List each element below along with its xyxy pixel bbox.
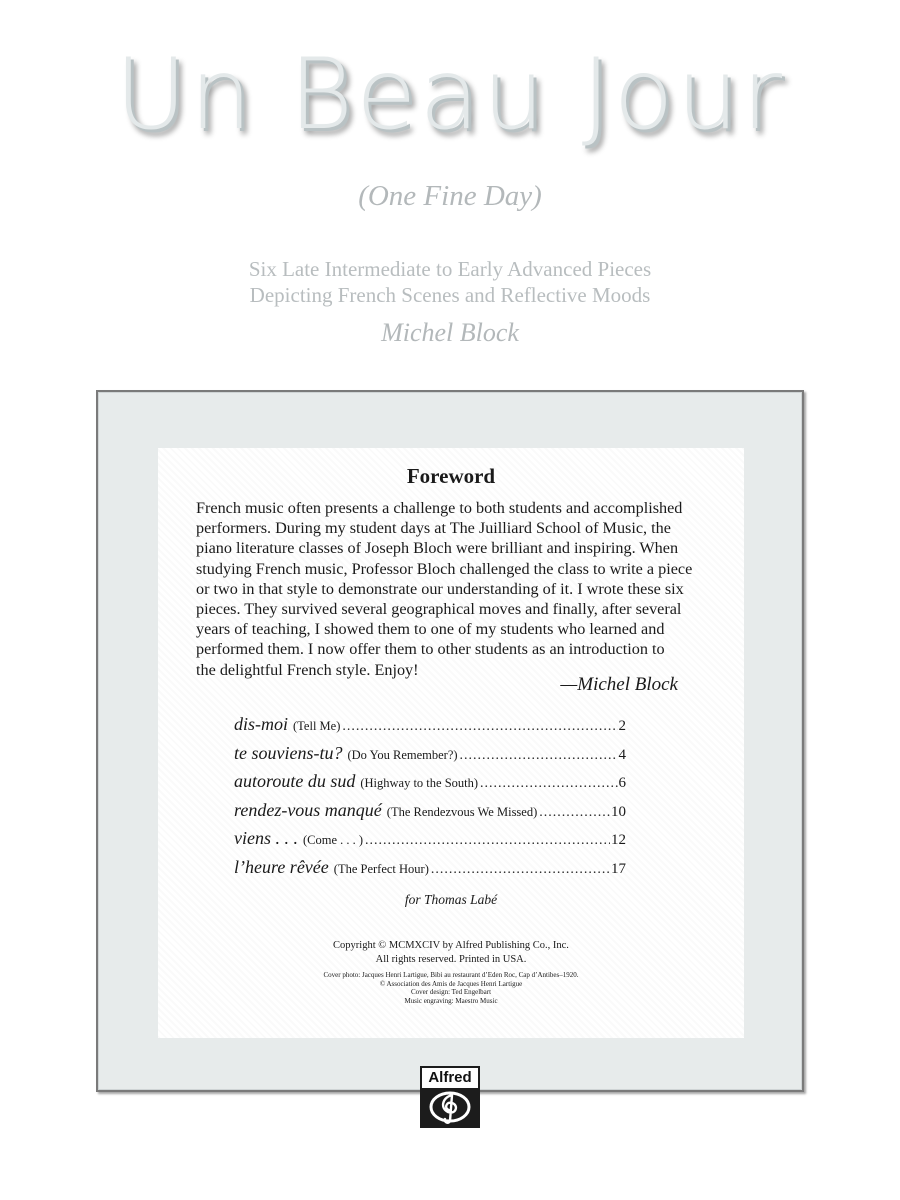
toc-page-number: 6 — [618, 775, 626, 792]
foreword-body — [196, 498, 716, 680]
foreword-line: pieces. They survived several geographical moves and finally, after several — [196, 600, 682, 619]
rights-line: All rights reserved. Printed in USA. — [375, 954, 527, 965]
composer-name: Michel Block — [381, 318, 519, 347]
publisher-logo — [420, 1066, 480, 1128]
toc-title-english: (The Rendezvous We Missed) — [386, 804, 538, 819]
toc-entry — [234, 714, 626, 743]
foreword-line: studying French music, Professor Bloch challenged the class to write a piece — [196, 559, 693, 578]
copyright-line: Copyright © MCMXCIV by Alfred Publishing Co., Inc. — [333, 940, 569, 951]
foreword-panel — [158, 448, 744, 1038]
toc-entry — [234, 800, 626, 829]
toc-page-number: 10 — [611, 803, 626, 820]
foreword-line: piano literature classes of Joseph Bloch were brilliant and inspiring. When — [196, 539, 679, 558]
credit-line: Music engraving: Maestro Music — [404, 996, 498, 1005]
credits — [158, 971, 744, 1005]
table-of-contents — [234, 714, 626, 886]
toc-leader-dots — [460, 748, 618, 764]
foreword-line: French music often presents a challenge to both students and accomplished — [196, 499, 683, 517]
dedication: for Thomas Labé — [404, 892, 498, 907]
toc-entry — [234, 857, 626, 886]
toc-leader-dots — [431, 862, 610, 878]
credit-line: Cover design: Ted Engelbart — [410, 988, 492, 997]
toc-page-number: 17 — [611, 860, 626, 877]
book-description — [0, 256, 900, 308]
toc-page-number: 4 — [618, 746, 626, 763]
publisher-logo-text: Alfred — [422, 1068, 478, 1088]
toc-entry — [234, 828, 626, 857]
foreword-line: performed them. I now offer them to other students as an introduction to — [196, 640, 665, 659]
credit-line: © Association des Amis de Jacques Henri Lartigue — [379, 979, 523, 988]
toc-leader-dots — [365, 833, 610, 849]
credit-line: Cover photo: Jacques Henri Lartigue, Bibi au restaurant d’Eden Roc, Cap d’Antibes–1920. — [323, 971, 579, 979]
foreword-line: years of teaching, I showed them to one of my students who learned and — [196, 620, 665, 639]
toc-title-french: rendez-vous manqué — [234, 799, 382, 820]
foreword-line: the delightful French style. Enjoy! — [196, 660, 419, 679]
toc-entry — [234, 771, 626, 800]
cover-frame — [96, 390, 804, 1092]
book-subtitle: (One Fine Day) — [358, 180, 542, 212]
toc-title-french: autoroute du sud — [234, 771, 356, 792]
toc-page-number: 2 — [618, 718, 626, 734]
toc-entry — [234, 743, 626, 772]
toc-title-english: (Tell Me) — [293, 719, 341, 733]
description-line: Six Late Intermediate to Early Advanced Pieces — [248, 257, 652, 281]
toc-title-english: (Do You Remember?) — [347, 747, 458, 762]
foreword-heading: Foreword — [406, 464, 496, 488]
toc-title-english: (Come . . . ) — [302, 833, 364, 848]
treble-clef-logo-icon — [428, 1090, 472, 1124]
toc-leader-dots — [539, 805, 610, 821]
toc-page-number: 12 — [611, 832, 626, 849]
toc-title-french: te souviens-tu? — [234, 742, 343, 763]
foreword-line: or two in that style to demonstrate our understanding of it. I wrote these six — [196, 579, 684, 598]
toc-title-english: (Highway to the South) — [360, 776, 479, 791]
book-title: Un Beau Jour — [114, 38, 786, 152]
toc-leader-dots — [480, 776, 617, 792]
copyright-notice — [158, 939, 744, 967]
toc-title-french: l’heure rêvée — [234, 856, 329, 877]
description-line: Depicting French Scenes and Reflective Moods — [249, 283, 651, 307]
foreword-line: performers. During my student days at The Juilliard School of Music, the — [196, 519, 671, 538]
toc-leader-dots — [342, 719, 617, 735]
toc-title-french: dis-moi — [234, 714, 288, 734]
foreword-signature: —Michel Block — [560, 674, 678, 695]
toc-title-english: (The Perfect Hour) — [333, 861, 429, 876]
toc-title-french: viens . . . — [234, 828, 298, 849]
